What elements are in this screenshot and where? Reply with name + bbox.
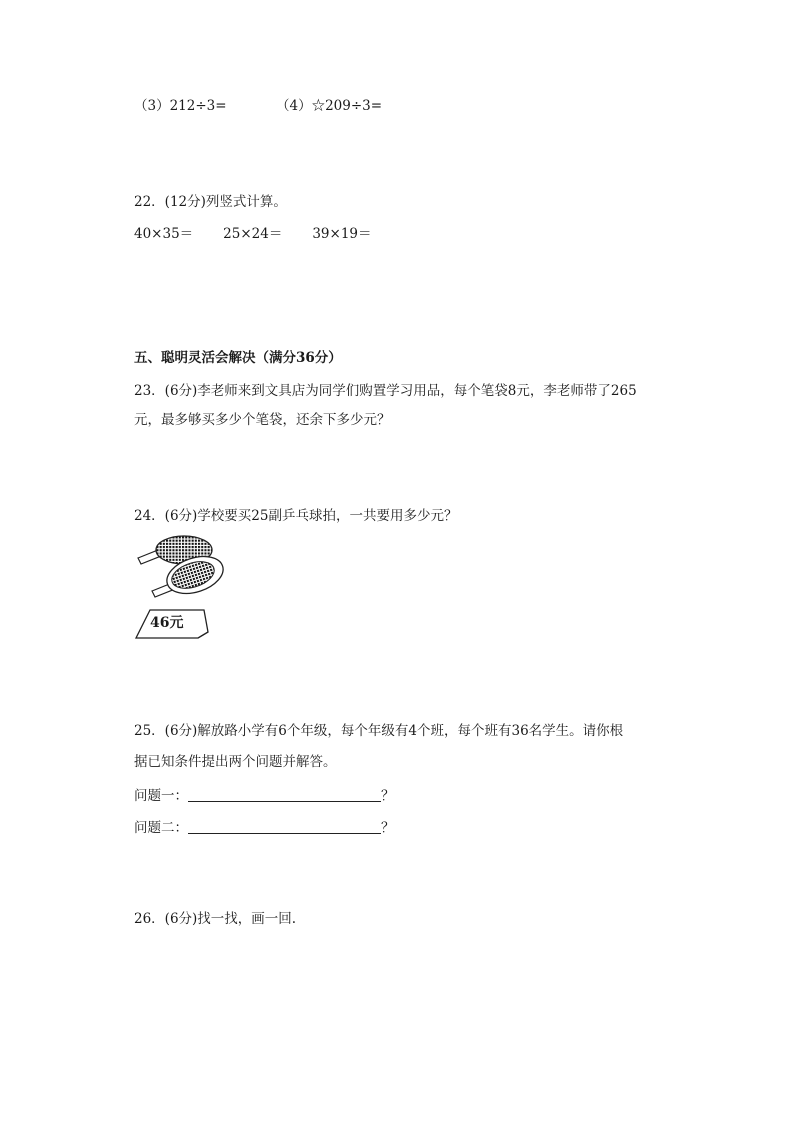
q23-line-2: 元，最多够买多少个笔袋，还余下多少元？ — [134, 412, 391, 428]
q25-line-1: 25．(6分)解放路小学有6个年级，每个年级有4个班，每个班有36名学生。请你根 — [134, 723, 624, 739]
q22-expr-2: 25×24＝ — [223, 226, 283, 242]
price-tag-label: 46元 — [150, 615, 184, 631]
q26-title: 26．(6分)找一找，画一回. — [134, 911, 297, 927]
q21-item-4: （4）☆209÷3= — [276, 98, 383, 114]
q23-line-1: 23．(6分)李老师来到文具店为同学们购置学习用品，每个笔袋8元，李老师带了265 — [134, 383, 637, 399]
question-1-label: 问题一： — [134, 788, 188, 804]
q25-question-2 — [134, 818, 395, 838]
question-2-blank[interactable] — [188, 818, 381, 834]
question-1-blank[interactable] — [188, 786, 381, 802]
q25-line-2: 据已知条件提出两个问题并解答。 — [134, 754, 337, 770]
q21-item-3: （3）212÷3= — [134, 98, 227, 114]
ping-pong-paddles-icon — [134, 530, 234, 642]
q24-title: 24．(6分)学校要买25副乒乓球拍，一共要用多少元？ — [134, 508, 458, 524]
question-2-label: 问题二： — [134, 820, 188, 836]
q22-expr-3: 39×19＝ — [312, 226, 372, 242]
q25-question-1 — [134, 786, 395, 806]
q22-expressions — [134, 224, 372, 244]
q22-expr-1: 40×35＝ — [134, 226, 194, 242]
q22-title: 22．(12分)列竖式计算。 — [134, 194, 287, 210]
question-2-mark: ？ — [381, 820, 395, 836]
section-5-title: 五、聪明灵活会解决（满分36分） — [134, 350, 342, 366]
question-1-mark: ？ — [381, 788, 395, 804]
